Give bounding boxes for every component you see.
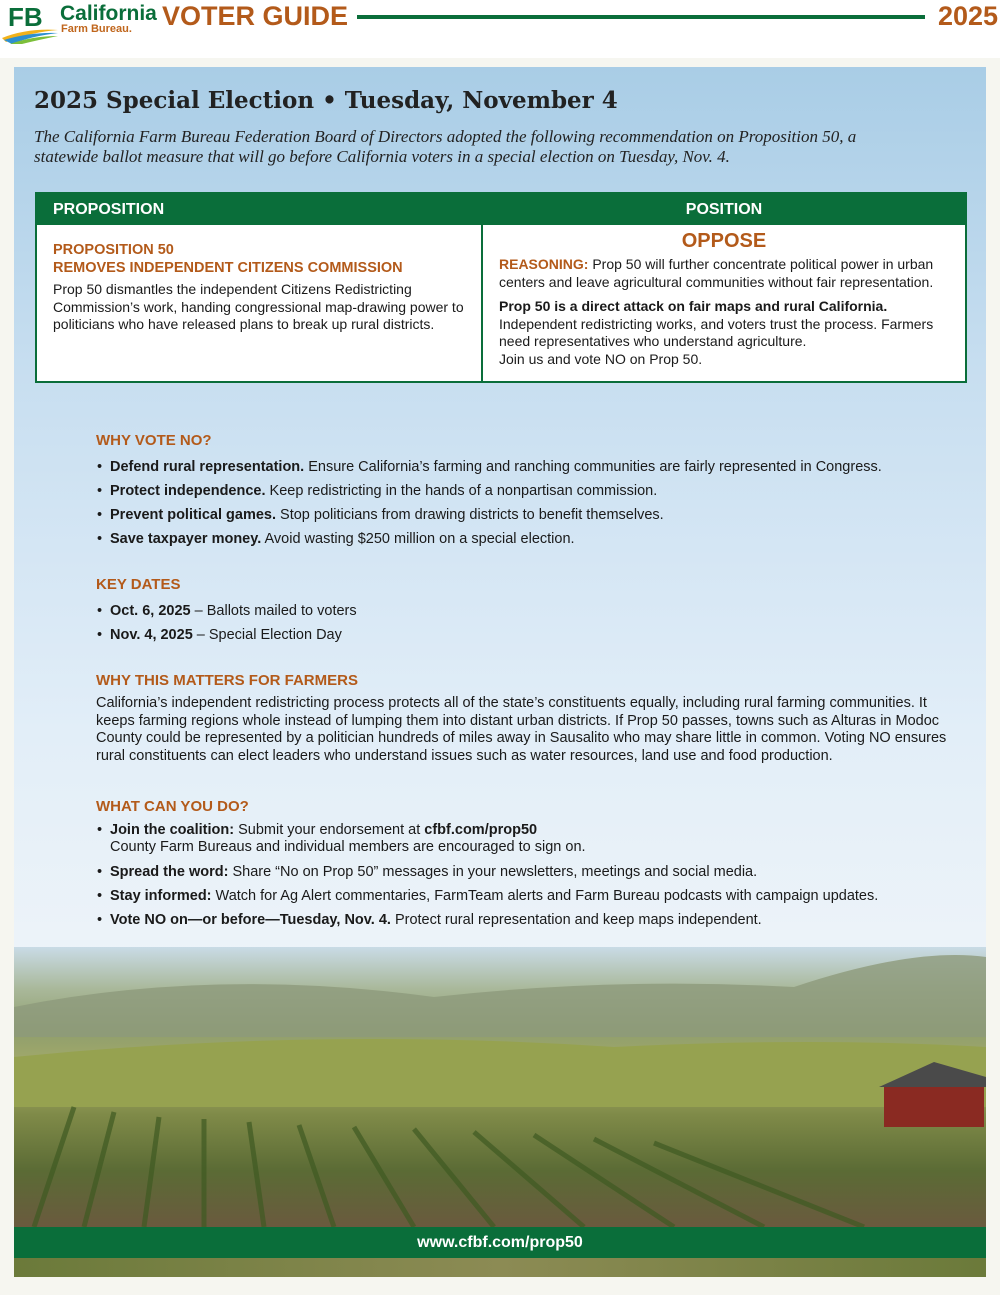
guide-year: 2025 — [938, 1, 999, 31]
list-item: • Oct. 6, 2025 – Ballots mailed to voters — [96, 599, 956, 623]
farmers-section — [96, 669, 956, 765]
page-title: 2025 Special Election • Tuesday, November 4 — [34, 87, 618, 114]
header-divider — [357, 15, 925, 19]
guide-title: VOTER GUIDE — [162, 1, 349, 31]
key-dates-section — [96, 573, 956, 647]
list-item: • Nov. 4, 2025 – Special Election Day — [96, 623, 956, 647]
list-item: • Prevent political games. Stop politicians from drawing districts to benefit themselves. — [96, 503, 956, 527]
content-panel — [14, 67, 986, 1277]
attack-statement: Prop 50 is a direct attack on fair maps and rural California. — [499, 298, 888, 314]
section-heading: KEY DATES — [96, 576, 181, 593]
reasoning-label: REASONING: — [499, 256, 589, 272]
footer-photo-strip — [14, 1258, 986, 1277]
brand-subname: Farm Bureau. — [61, 23, 132, 35]
list-item: • Stay informed: Watch for Ag Alert commentaries, FarmTeam alerts and Farm Bureau podcasts with campaign updates. — [96, 884, 956, 908]
proposition-subtitle: REMOVES INDEPENDENT CITIZENS COMMISSION — [53, 259, 403, 276]
list-item: • Spread the word: Share “No on Prop 50” messages in your newsletters, meetings and social media. — [96, 860, 956, 884]
proposition-column — [37, 194, 483, 381]
section-heading: WHAT CAN YOU DO? — [96, 798, 249, 815]
list-item: • Protect independence. Keep redistricting in the hands of a nonpartisan commission. — [96, 479, 956, 503]
farm-bureau-logo — [2, 2, 60, 44]
header — [0, 0, 1000, 58]
what-can-you-do-section — [96, 795, 956, 932]
position-column — [483, 194, 965, 381]
why-vote-no-section — [96, 429, 956, 551]
join-text: Join us and vote NO on Prop 50. — [499, 350, 703, 367]
proposition-table — [35, 192, 967, 383]
farmers-text: California’s independent redistricting process protects all of the state’s constituents equally, including rural farming communities. It keeps farming regions whole instead of lumping them into distant urban districts. If Prop 50 passes, towns such as Alturas in Modoc County could be represented by a politician hundreds of miles away in Sausalito who may share little in common. Voting NO ensures rural constituents can elect leaders who understand issues such as water resources, land use and food production. — [96, 695, 947, 764]
position-header: POSITION — [483, 194, 965, 225]
position-value: OPPOSE — [681, 230, 767, 252]
list-item: • Vote NO on—or before—Tuesday, Nov. 4. Protect rural representation and keep maps independent. — [96, 908, 956, 932]
section-heading: WHY VOTE NO? — [96, 432, 212, 449]
attack-text: Independent redistricting works, and voters trust the process. Farmers need representatives who understand agriculture. — [499, 315, 934, 349]
list-item: • Defend rural representation. Ensure California’s farming and ranching communities are fairly represented in Congress. — [96, 455, 956, 479]
reasoning — [499, 256, 949, 291]
proposition-description: Prop 50 dismantles the independent Citizens Redistricting Commission’s work, handing congressional map-drawing power to politicians who have released plans to break up rural districts. — [53, 281, 464, 332]
footer-url[interactable]: www.cfbf.com/prop50 — [14, 1227, 986, 1258]
list-item: • Join the coalition: Submit your endorsement at cfbf.com/prop50 County Farm Bureaus and individual members are encouraged to sign on. — [96, 822, 956, 856]
brand-name: California — [60, 2, 157, 25]
svg-text:FB: FB — [8, 2, 43, 32]
section-heading: WHY THIS MATTERS FOR FARMERS — [96, 672, 358, 689]
coalition-link[interactable]: cfbf.com/prop50 — [424, 822, 538, 838]
proposition-header: PROPOSITION — [37, 194, 481, 225]
proposition-name: PROPOSITION 50 — [53, 242, 174, 258]
intro-text: The California Farm Bureau Federation Board of Directors adopted the following recommendation on Proposition 50, a statewide ballot measure that will go before California voters in a special election on Tuesday, Nov. 4. — [34, 127, 857, 166]
reasoning-text: Prop 50 will further concentrate political power in urban centers and leave agricultural communities without fair representation. — [499, 256, 934, 290]
list-item: • Save taxpayer money. Avoid wasting $250 million on a special election. — [96, 527, 956, 551]
farmland-illustration — [14, 947, 986, 1227]
